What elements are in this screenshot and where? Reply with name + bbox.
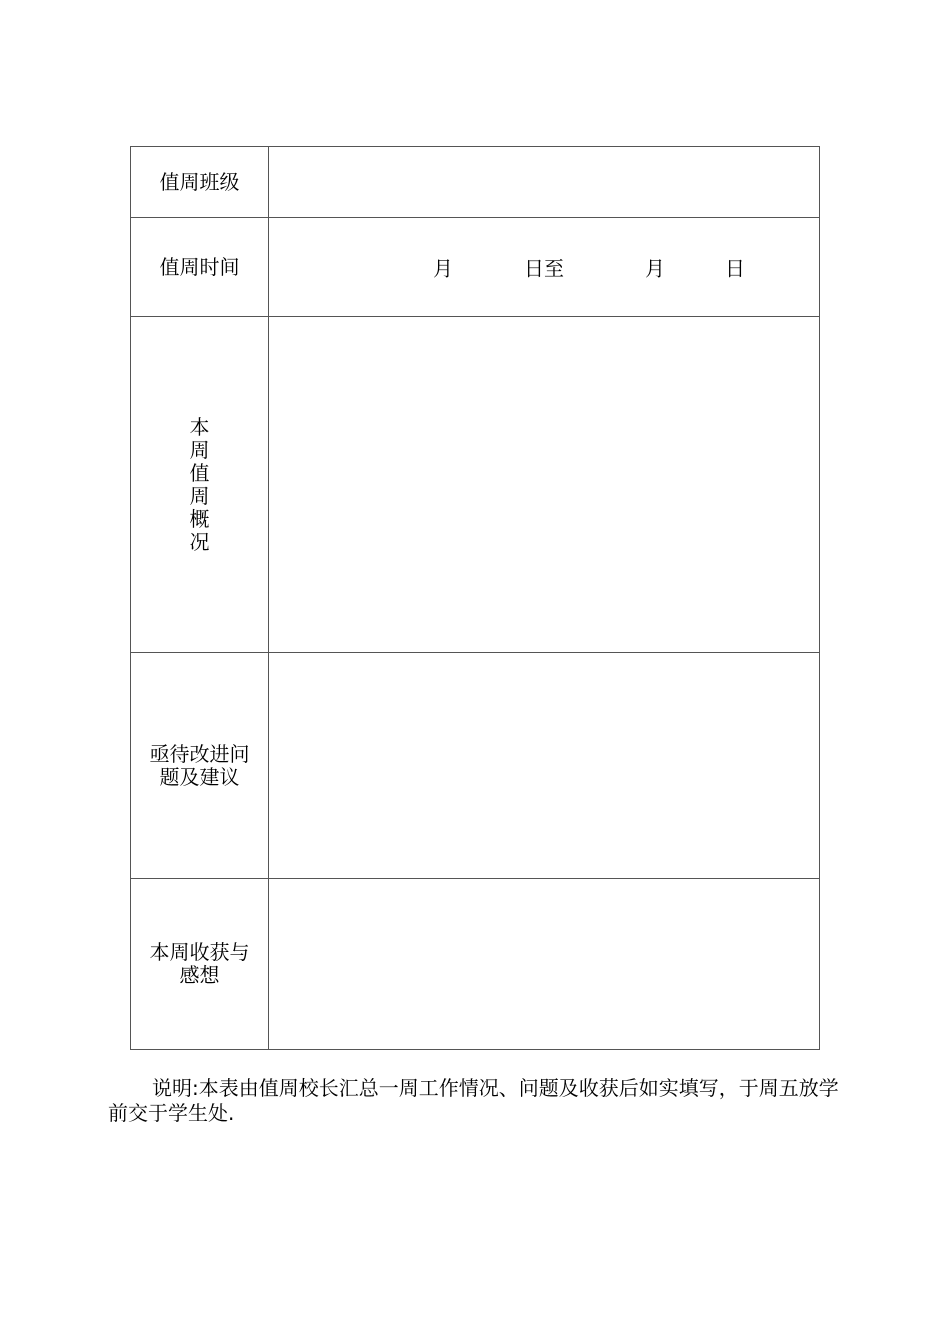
duty-time-label: 值周时间 (131, 218, 269, 317)
issues-label-cell (131, 653, 269, 879)
weekly-summary-label: 本周值周概况 (189, 414, 210, 554)
duty-class-label: 值周班级 (131, 147, 269, 218)
issues-label: 亟待改进问题及建议 (149, 741, 250, 789)
duty-class-field[interactable] (269, 147, 820, 218)
weekly-summary-label-cell (131, 317, 269, 653)
row-issues (131, 653, 820, 879)
duty-report-table (130, 146, 820, 1050)
end-day-label: 日 (725, 256, 745, 281)
gains-label-cell (131, 879, 269, 1050)
end-month-label: 月 (645, 256, 665, 281)
start-day-to-label: 日至 (524, 256, 564, 281)
row-weekly-summary (131, 317, 820, 653)
duty-time-field[interactable] (269, 218, 820, 317)
row-duty-time (131, 218, 820, 317)
start-month-label: 月 (433, 256, 453, 281)
gains-label: 本周收获与感想 (149, 940, 250, 987)
weekly-summary-field[interactable] (269, 317, 820, 653)
form-note: 说明:本表由值周校长汇总一周工作情况、问题及收获后如实填写，于周五放学前交于学生处. (108, 1076, 839, 1125)
row-gains (131, 879, 820, 1050)
gains-field[interactable] (269, 879, 820, 1050)
issues-field[interactable] (269, 653, 820, 879)
row-duty-class (131, 147, 820, 218)
